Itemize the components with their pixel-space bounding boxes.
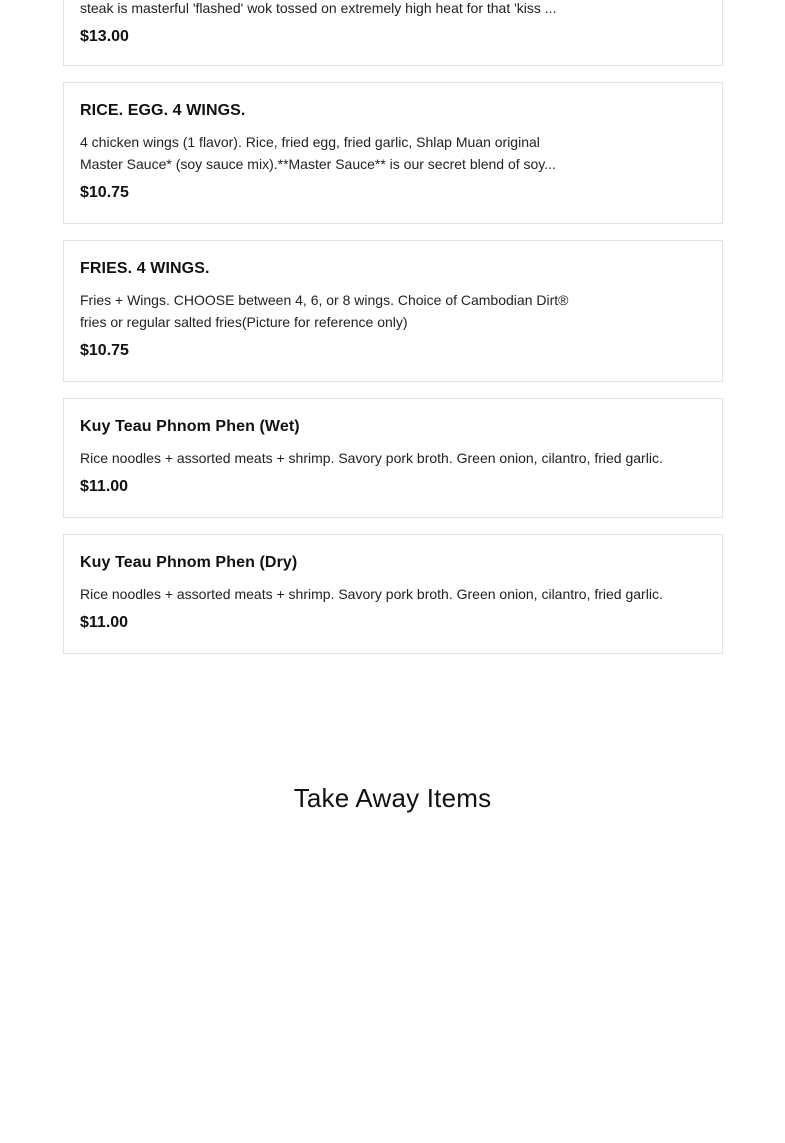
section-title: Take Away Items bbox=[293, 783, 492, 813]
menu-item-price: $11.00 bbox=[80, 614, 129, 631]
menu-item-name: FRIES. 4 WINGS. bbox=[80, 260, 210, 277]
menu-item-description-line: fries or regular salted fries(Picture for reference only) bbox=[80, 314, 408, 330]
menu-item-description bbox=[80, 289, 568, 333]
menu-item-name: RICE. EGG. 4 WINGS. bbox=[80, 102, 246, 119]
menu-item-card[interactable] bbox=[63, 82, 723, 224]
menu-item-description-line: Master Sauce* (soy sauce mix).**Master Sauce** is our secret blend of soy... bbox=[80, 156, 556, 172]
menu-item-price: $10.75 bbox=[80, 342, 129, 359]
menu-item-price: $10.75 bbox=[80, 184, 129, 201]
menu-item-description bbox=[80, 0, 556, 19]
menu-item-description bbox=[80, 583, 663, 605]
menu-item-description-line: Rice noodles + assorted meats + shrimp. Savory pork broth. Green onion, cilantro, fried garlic. bbox=[80, 450, 663, 466]
menu-item-card[interactable] bbox=[63, 240, 723, 382]
menu-item-name: Kuy Teau Phnom Phen (Dry) bbox=[80, 554, 298, 571]
menu-item-card[interactable] bbox=[63, 398, 723, 518]
menu-item-card[interactable] bbox=[63, 0, 723, 66]
menu-item-description bbox=[80, 131, 556, 175]
menu-item-price: $11.00 bbox=[80, 478, 129, 495]
menu-item-list bbox=[63, 0, 723, 654]
menu-item-description-line: Fries + Wings. CHOOSE between 4, 6, or 8 wings. Choice of Cambodian Dirt® bbox=[80, 292, 569, 308]
menu-item-card[interactable] bbox=[63, 534, 723, 654]
menu-item-name: Kuy Teau Phnom Phen (Wet) bbox=[80, 418, 300, 435]
menu-item-description-line: 4 chicken wings (1 flavor). Rice, fried egg, fried garlic, Shlap Muan original bbox=[80, 134, 540, 150]
menu-item-description bbox=[80, 447, 663, 469]
menu-item-description-line: Rice noodles + assorted meats + shrimp. Savory pork broth. Green onion, cilantro, fried garlic. bbox=[80, 586, 663, 602]
menu-item-price: $13.00 bbox=[80, 28, 129, 45]
menu-item-description-line: steak is masterful 'flashed' wok tossed on extremely high heat for that 'kiss ... bbox=[80, 0, 557, 16]
